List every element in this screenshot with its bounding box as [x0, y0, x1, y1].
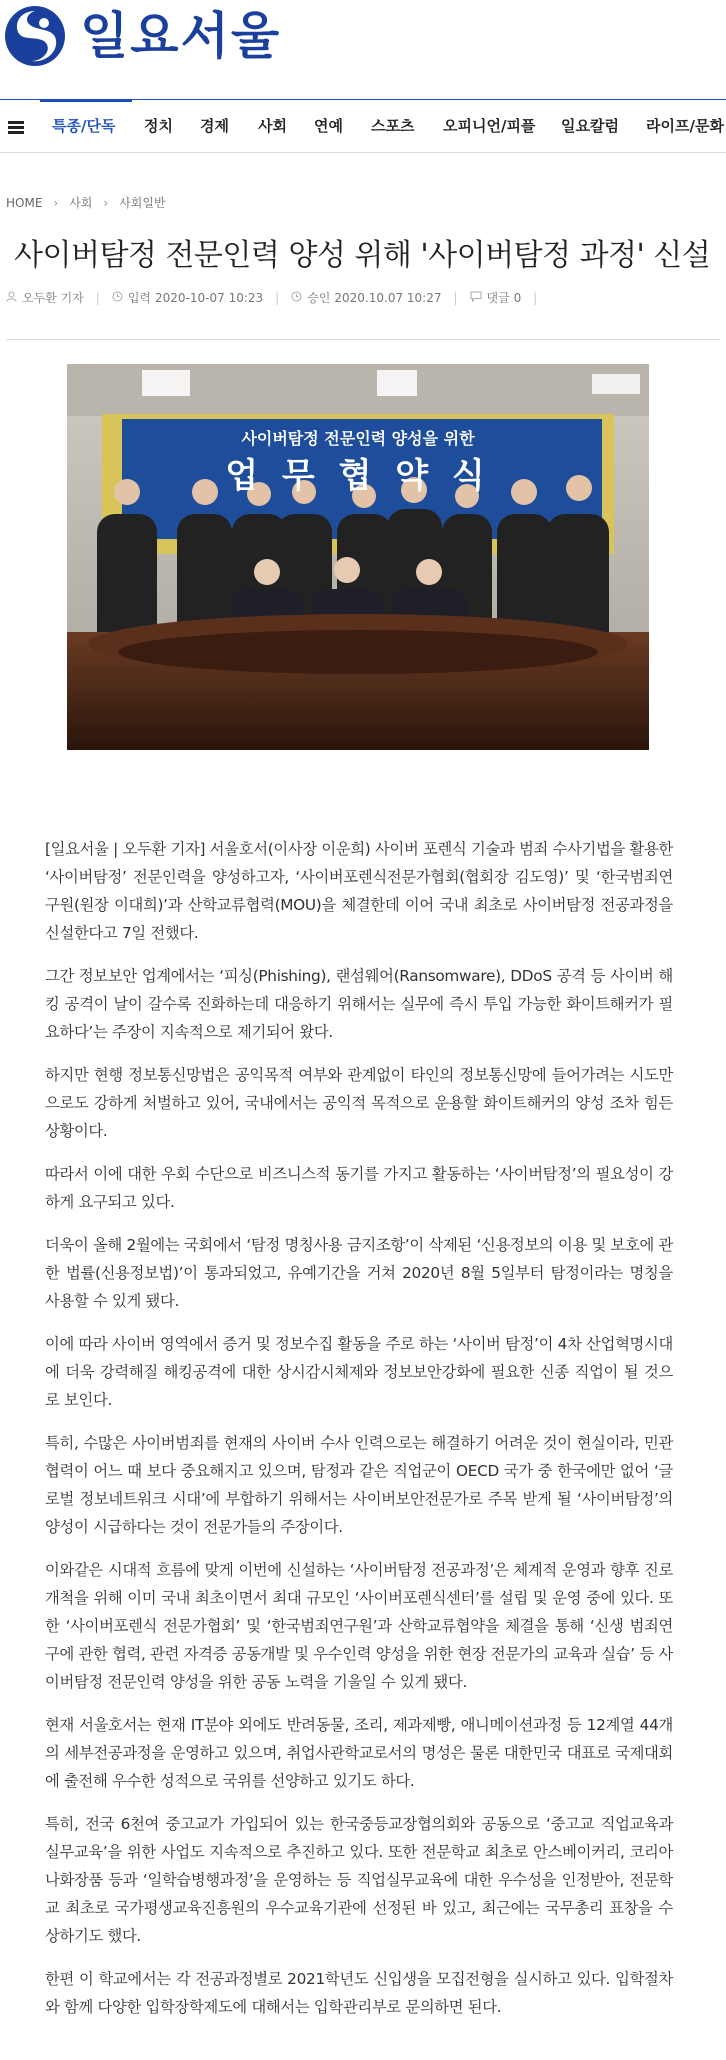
header-divider: [6, 339, 720, 340]
article-paragraph: 한편 이 학교에서는 각 전공과정별로 2021학년도 신입생을 모집전형을 실시하고 있다. 입학절차와 함께 다양한 입학장학제도에 대해서는 입학관리부로 문의하면 된다.: [45, 1970, 673, 2016]
input-time: 2020-10-07 10:23: [155, 290, 264, 305]
breadcrumb-home[interactable]: HOME: [6, 195, 43, 210]
banner-line1: 사이버탐정 전문인력 양성을 위한: [241, 429, 475, 448]
banner-line2: 업 무 협 약 식: [225, 456, 491, 496]
article-body: [45, 835, 673, 2036]
article-paragraph: 특히, 전국 6천여 중고교가 가입되어 있는 한국중등교장협의회와 공동으로 ‘중고교 직업교육과 실무교육’을 위한 사업도 지속적으로 추진하고 있다. 또한 전문학교 최초로 안스베이커리, 코리아나화장품 등과 ‘일학습병행과정’을 운영하는 등 직업실무교육에 대한 우수성을 인정받아, 전문학교 최초로 국가평생교육진흥원의 우수교육기관에 선정된 바 있고, 최근에는 국무총리 표창을 수상하기도 했다.: [45, 1815, 673, 1945]
article-paragraph: 더욱이 올해 2월에는 국회에서 ‘탐정 명칭사용 금지조항’이 삭제된 ‘신용정보의 이용 및 보호에 관한 법률(신용정보법)’이 통과되었고, 유예기간을 거쳐 2020년 8월 5일부터 탐정이라는 명칭을 사용할 수 있게 됐다.: [45, 1236, 673, 1310]
user-icon: [6, 291, 17, 305]
nav-item-column[interactable]: 일요칼럼: [561, 117, 619, 135]
nav-item-exclusive[interactable]: 특종/단독: [52, 117, 116, 135]
breadcrumb: [6, 194, 166, 211]
article-meta: [6, 289, 549, 306]
article-paragraph: 특히, 수많은 사이버범죄를 현재의 사이버 수사 인력으로는 해결하기 어려운 것이 현실이라, 민관협력이 어느 때 보다 중요해지고 있으며, 탐정과 같은 직업군이 OECD 국가 중 한국에만 없어 ‘글로벌 정보네트워크 시대’에 부합하기 위해서는 사이버보안전문가로 주목 받게 될 ‘사이버탐정’의 양성이 시급하다는 것이 전문가들의 주장이다.: [45, 1434, 673, 1536]
site-logo[interactable]: [4, 4, 281, 68]
article-paragraph: 따라서 이에 대한 우회 수단으로 비즈니스적 동기를 가지고 활동하는 ‘사이버탐정’의 필요성이 강하게 요구되고 있다.: [45, 1165, 673, 1211]
meta-divider: |: [95, 290, 100, 305]
article-paragraph: 하지만 현행 정보통신망법은 공익목적 여부와 관계없이 타인의 정보통신망에 들어가려는 시도만으로도 강하게 처벌하고 있어, 국내에서는 공익적 목적으로 운용할 화이트해커의 양성 조차 힘든 상황이다.: [45, 1066, 673, 1140]
nav-item-economy[interactable]: 경제: [200, 117, 229, 135]
input-label: 입력: [127, 291, 152, 305]
article-paragraph: [일요서울 | 오두환 기자] 서울호서(이사장 이운희) 사이버 포렌식 기술과 범죄 수사기법을 활용한 ‘사이버탐정’ 전문인력을 양성하고자, ‘사이버포렌식전문가협회(협회장 김도영)’ 및 ‘한국범죄연구원(원장 이대희)’과 산학교류협력(MOU)을 체결한데 이어 국내 최초로 사이버탐정 전공과정을 신설한다고 7일 전했다.: [45, 840, 673, 942]
comments-count: 0: [513, 291, 522, 305]
nav-item-society[interactable]: 사회: [258, 117, 287, 135]
breadcrumb-section[interactable]: 사회: [69, 196, 93, 210]
approved-label: 승인: [307, 291, 331, 305]
article-paragraph: 이와같은 시대적 흐름에 맞게 이번에 신설하는 ‘사이버탐정 전공과정’은 체계적 운영과 향후 진로개척을 위해 이미 국내 최초이면서 최대 규모인 ‘사이버포렌식센터’를 설립 및 운영 중에 있다. 또한 ‘사이버포렌식 전문가협회’ 및 ‘한국범죄연구원’과 산학교류협약을 체결을 통해 ‘신생 범죄연구에 관한 협력, 관련 자격증 공동개발 및 우수인력 양성을 위한 현장 전문가의 교육과 실습’ 등 사이버탐정 전문인력 양성을 위한 공동 노력을 기울일 수 있게 됐다.: [45, 1561, 673, 1691]
comment-icon: [470, 291, 482, 305]
nav-item-sports[interactable]: 스포츠: [371, 117, 415, 135]
meta-divider: |: [275, 290, 280, 305]
breadcrumb-subsection[interactable]: 사회일반: [119, 196, 166, 210]
article-photo: [67, 364, 649, 750]
article-paragraph: 현재 서울호서는 현재 IT분야 외에도 반려동물, 조리, 제과제빵, 애니메이션과정 등 12계열 44개의 세부전공과정을 운영하고 있으며, 취업사관학교로서의 명성은 물론 대한민국 대표로 국제대회에 출전해 우수한 성적으로 국위를 선양하고 있기도 하다.: [45, 1716, 673, 1790]
clock-icon: [291, 291, 302, 305]
nav-item-life[interactable]: 라이프/문화: [646, 117, 724, 135]
author-name[interactable]: 오두환 기자: [22, 291, 84, 305]
logo-text: 일요서울: [80, 7, 282, 65]
clock-icon: [112, 291, 123, 305]
chevron-right-icon: ›: [53, 195, 59, 210]
nav-active-indicator: [40, 99, 132, 102]
article-paragraph: 이에 따라 사이버 영역에서 증거 및 정보수집 활동을 주로 하는 ‘사이버 탐정’이 4차 산업혁명시대에 더욱 강력해질 해킹공격에 대한 상시감시체제와 정보보안강화에 필요한 신종 직업이 될 것으로 보인다.: [45, 1335, 673, 1409]
nav-item-entertainment[interactable]: 연예: [314, 117, 343, 135]
article-paragraph: 그간 정보보안 업계에서는 ‘피싱(Phishing), 랜섬웨어(Ransomware), DDoS 공격 등 사이버 해킹 공격이 날이 갈수록 진화하는데 대응하기 위해서는 실무에 즉시 투입 가능한 화이트해커가 필요하다’는 주장이 지속적으로 제기되어 왔다.: [45, 967, 673, 1041]
chevron-right-icon: ›: [103, 195, 109, 210]
comments-link[interactable]: [487, 289, 522, 306]
logo-mark-icon: [4, 5, 66, 67]
nav-item-opinion[interactable]: 오피니언/피플: [443, 117, 536, 135]
nav-item-politics[interactable]: 정치: [144, 117, 173, 135]
article-headline: 사이버탐정 전문인력 양성 위해 '사이버탐정 과정' 신설: [14, 238, 711, 273]
comments-label: 댓글: [486, 291, 510, 305]
main-nav: [0, 99, 726, 153]
meta-divider: |: [453, 290, 458, 305]
hamburger-icon[interactable]: [8, 121, 24, 133]
approved-time: 2020.10.07 10:27: [334, 290, 442, 305]
meta-divider: |: [533, 290, 538, 305]
